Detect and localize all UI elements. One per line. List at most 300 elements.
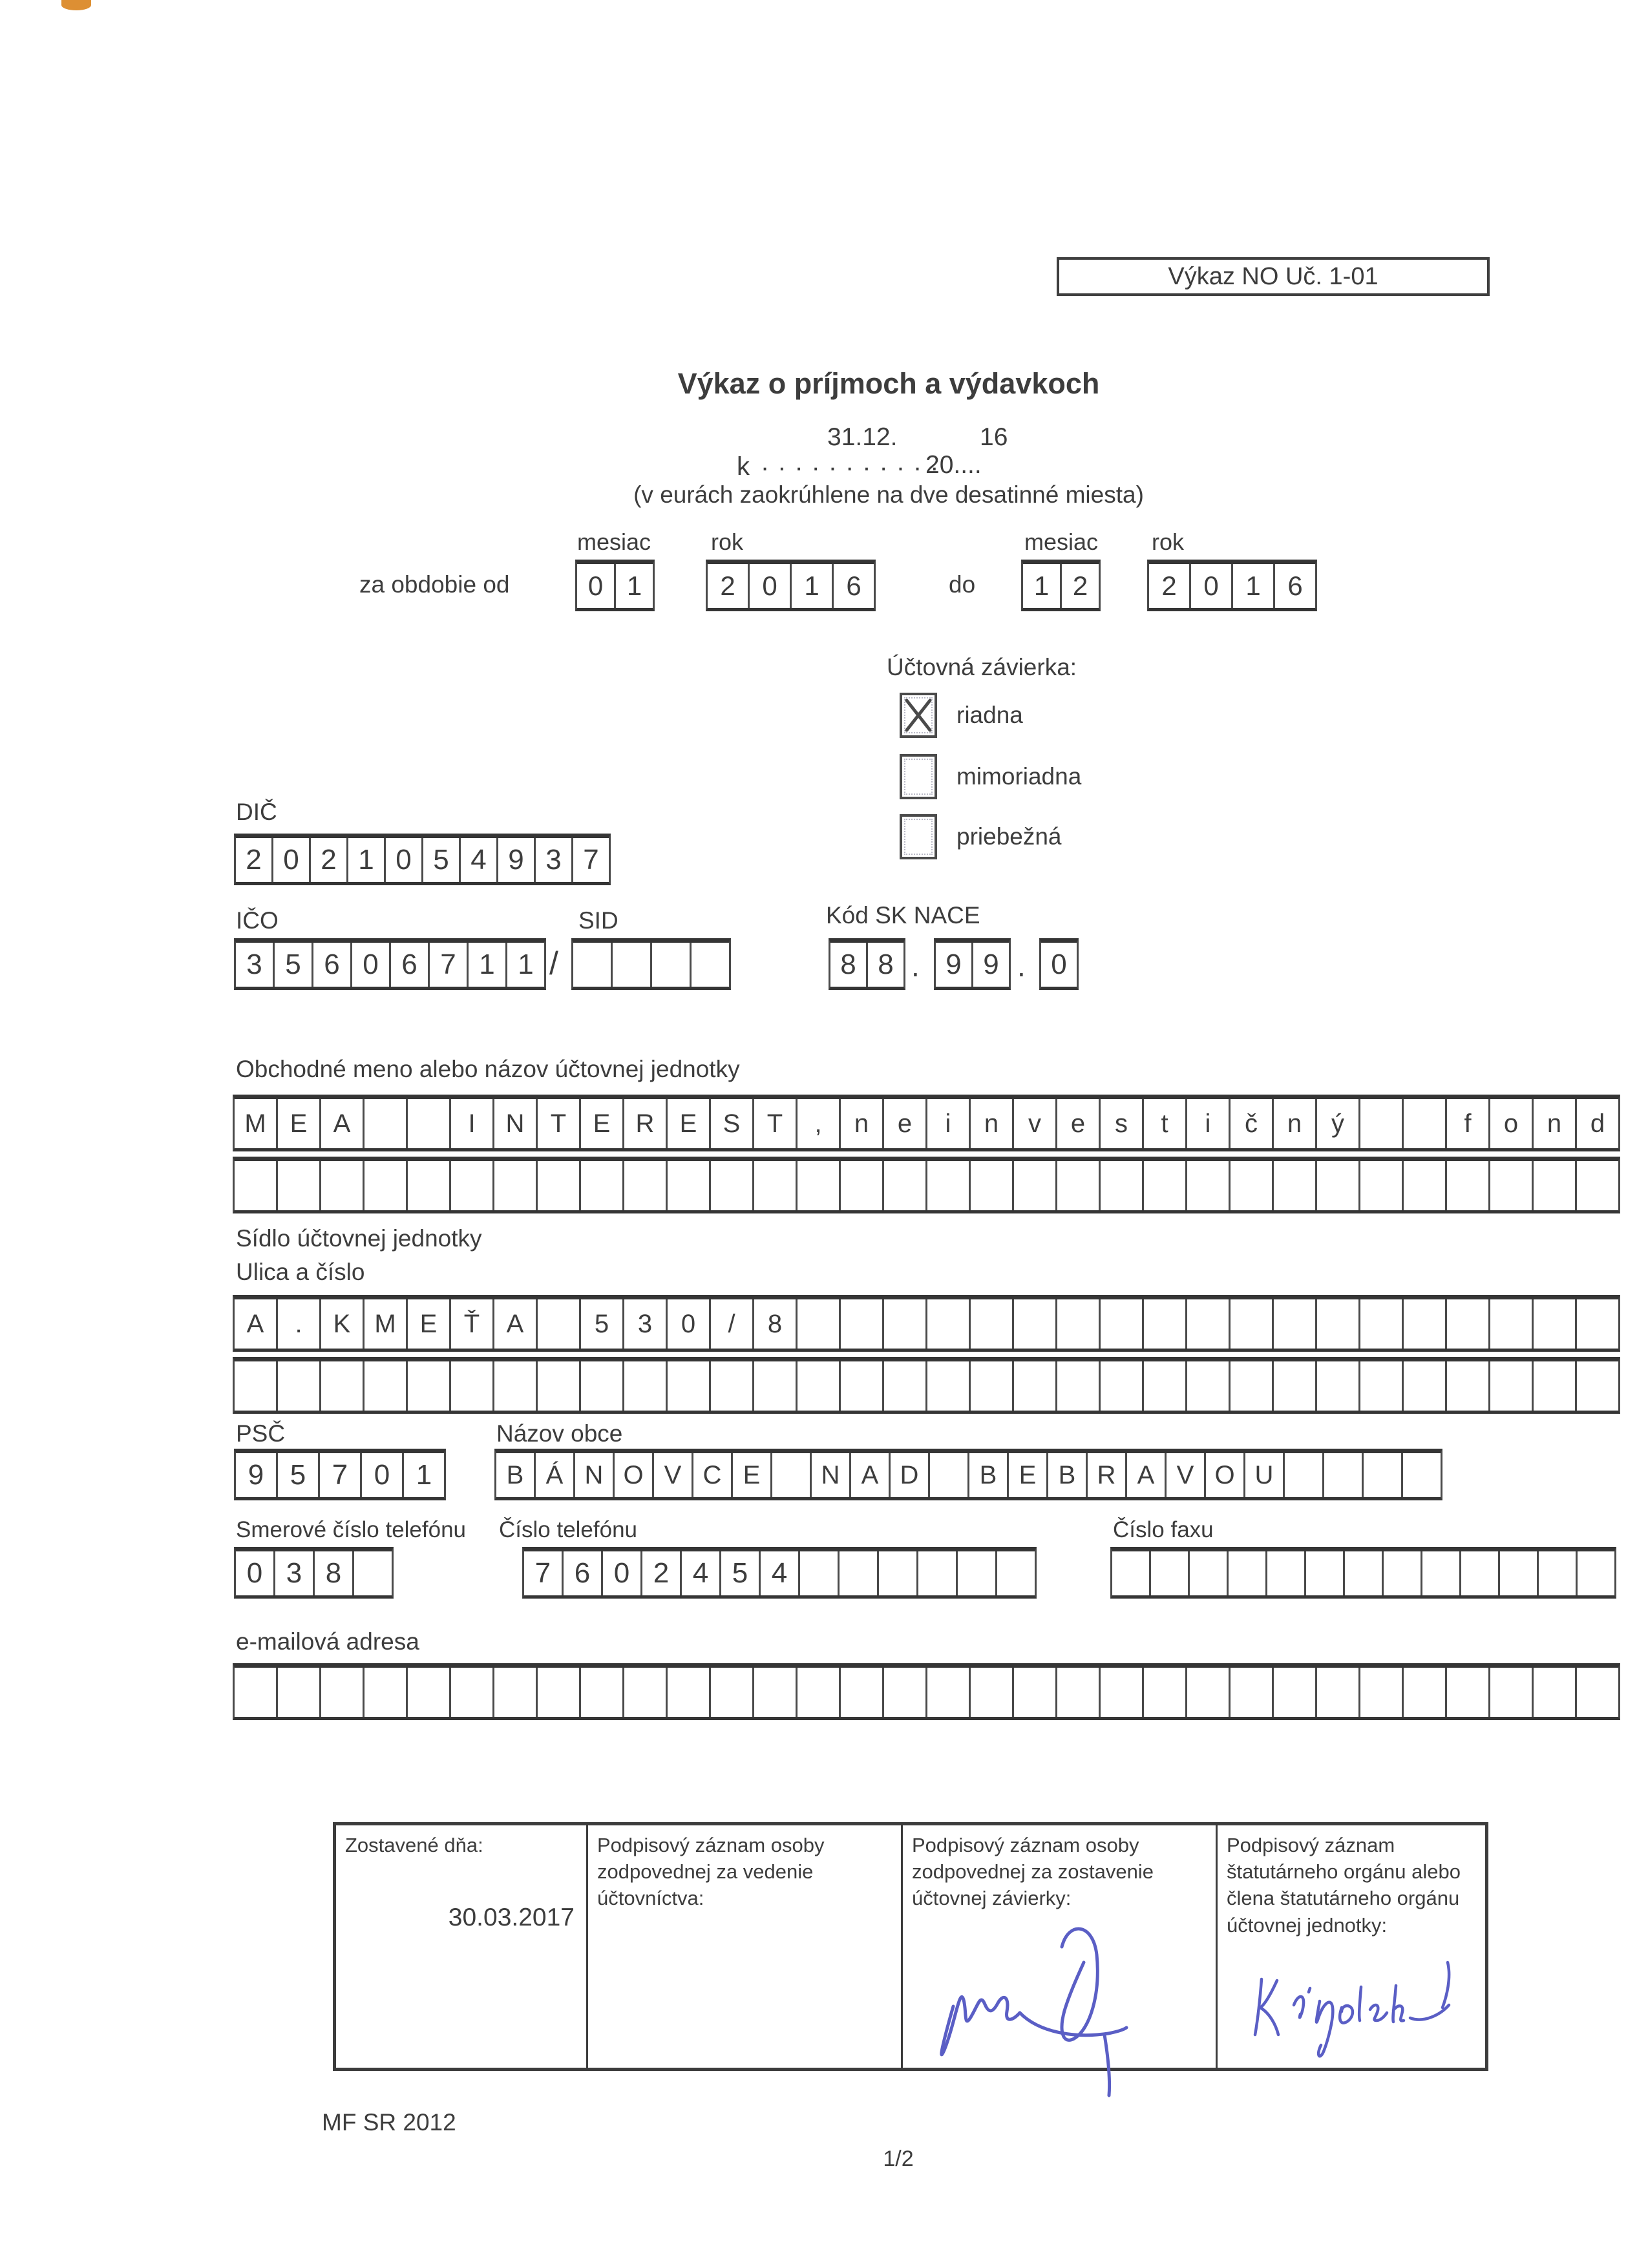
signature-table bbox=[333, 1822, 1488, 2071]
grid-cell bbox=[1274, 1299, 1317, 1349]
nace-dot-2: . bbox=[1017, 949, 1026, 983]
grid-cell: 7 bbox=[430, 943, 469, 987]
grid-cell: 6 bbox=[313, 943, 352, 987]
grid-cell: N bbox=[494, 1099, 538, 1148]
grid-cell: e bbox=[884, 1099, 927, 1148]
checkbox-priebezna-label: priebežná bbox=[956, 823, 1062, 850]
grid-cell: v bbox=[1014, 1099, 1057, 1148]
grid-cell bbox=[1057, 1361, 1101, 1411]
grid-cell bbox=[841, 1161, 884, 1210]
grid-cell: C bbox=[693, 1453, 733, 1497]
grid-cell bbox=[754, 1161, 798, 1210]
grid-cell bbox=[997, 1551, 1035, 1595]
grid-cell bbox=[884, 1299, 927, 1349]
sid-label: SID bbox=[578, 907, 618, 934]
street-label: Ulica a číslo bbox=[236, 1259, 365, 1285]
grid-cell bbox=[1345, 1551, 1384, 1595]
grid-cell bbox=[451, 1161, 494, 1210]
grid-cell bbox=[1014, 1668, 1057, 1717]
grid-cell bbox=[1229, 1551, 1267, 1595]
grid-cell bbox=[364, 1361, 408, 1411]
grid-cell: 2 bbox=[236, 838, 273, 882]
grid-cell: B bbox=[496, 1453, 536, 1497]
period-from-year-grid bbox=[706, 560, 876, 611]
ico-label: IČO bbox=[236, 907, 279, 934]
signature-ink bbox=[1243, 1948, 1463, 2058]
grid-cell: 1 bbox=[626, 571, 642, 601]
grid-cell bbox=[408, 1361, 451, 1411]
grid-cell bbox=[1144, 1668, 1187, 1717]
grid-cell bbox=[451, 1361, 494, 1411]
grid-cell bbox=[573, 943, 613, 987]
grid-cell bbox=[841, 1299, 884, 1349]
grid-cell bbox=[235, 1668, 278, 1717]
grid-cell bbox=[235, 1161, 278, 1210]
grid-cell bbox=[1144, 1299, 1187, 1349]
grid-cell bbox=[652, 943, 692, 987]
compiled-date-label: Zostavené dňa: bbox=[345, 1834, 483, 1856]
date-dots: . . . . . . . . . . . bbox=[761, 448, 940, 476]
grid-cell bbox=[1447, 1299, 1490, 1349]
grid-cell: 8 bbox=[315, 1551, 354, 1595]
grid-cell bbox=[1231, 1161, 1274, 1210]
grid-cell bbox=[354, 1551, 392, 1595]
grid-cell: 7 bbox=[320, 1453, 362, 1497]
nace-label: Kód SK NACE bbox=[826, 902, 980, 929]
grid-cell bbox=[494, 1361, 538, 1411]
checkbox-mimoriadna-label: mimoriadna bbox=[956, 763, 1082, 790]
grid-cell: 1 bbox=[469, 943, 507, 987]
grid-cell: 8 bbox=[754, 1299, 798, 1349]
grid-cell: T bbox=[538, 1099, 581, 1148]
obec-label: Názov obce bbox=[496, 1420, 623, 1447]
grid-cell bbox=[918, 1551, 958, 1595]
nace-dot-1: . bbox=[911, 949, 920, 983]
grid-cell bbox=[1360, 1099, 1404, 1148]
grid-cell bbox=[958, 1551, 997, 1595]
grid-cell bbox=[1404, 1161, 1447, 1210]
grid-cell bbox=[538, 1668, 581, 1717]
grid-cell bbox=[1447, 1668, 1490, 1717]
grid-cell bbox=[798, 1161, 841, 1210]
grid-cell bbox=[1404, 1668, 1447, 1717]
page-title: Výkaz o príjmoch a výdavkoch bbox=[677, 367, 1100, 400]
grid-cell bbox=[1578, 1551, 1614, 1595]
grid-cell bbox=[1317, 1361, 1360, 1411]
grid-cell: K bbox=[321, 1299, 364, 1349]
grid-cell bbox=[1057, 1299, 1101, 1349]
grid-cell: A bbox=[321, 1099, 364, 1148]
grid-cell: 5 bbox=[278, 1453, 320, 1497]
grid-cell bbox=[798, 1299, 841, 1349]
grid-cell bbox=[1057, 1161, 1101, 1210]
grid-cell: A bbox=[494, 1299, 538, 1349]
grid-cell bbox=[1360, 1161, 1404, 1210]
statement-signature-label: Podpisový záznam osoby zodpovednej za zostavenie účtovnej závierky: bbox=[912, 1834, 1154, 1910]
grid-cell: 9 bbox=[498, 838, 536, 882]
grid-cell: 6 bbox=[391, 943, 430, 987]
grid-cell bbox=[278, 1668, 321, 1717]
grid-cell bbox=[1014, 1299, 1057, 1349]
grid-cell bbox=[321, 1161, 364, 1210]
grid-cell: n bbox=[841, 1099, 884, 1148]
grid-cell bbox=[1577, 1668, 1618, 1717]
month-label-from: mesiac bbox=[577, 529, 651, 555]
grid-cell: E bbox=[1009, 1453, 1048, 1497]
statutory-signature-label: Podpisový záznam štatutárneho orgánu alebo člena štatutárneho orgánu účtovnej jednotky: bbox=[1227, 1834, 1461, 1937]
grid-cell bbox=[1231, 1361, 1274, 1411]
grid-cell bbox=[235, 1361, 278, 1411]
psc-grid bbox=[234, 1449, 446, 1500]
signature-ink bbox=[935, 1909, 1148, 2097]
street-row1 bbox=[233, 1295, 1620, 1352]
business-name-row1 bbox=[233, 1095, 1620, 1151]
grid-cell bbox=[1112, 1551, 1151, 1595]
grid-cell bbox=[668, 1668, 711, 1717]
grid-cell bbox=[1447, 1361, 1490, 1411]
grid-cell bbox=[364, 1668, 408, 1717]
grid-cell: 2 bbox=[311, 838, 348, 882]
grid-cell bbox=[1190, 1551, 1229, 1595]
grid-cell: I bbox=[451, 1099, 494, 1148]
grid-cell bbox=[930, 1453, 969, 1497]
grid-cell bbox=[754, 1668, 798, 1717]
grid-cell: 1 bbox=[1233, 564, 1275, 608]
grid-cell: 8 bbox=[830, 943, 868, 987]
grid-cell bbox=[1187, 1361, 1231, 1411]
grid-cell: 4 bbox=[761, 1551, 800, 1595]
grid-cell: 3 bbox=[275, 1551, 315, 1595]
grid-cell bbox=[884, 1361, 927, 1411]
grid-cell bbox=[408, 1099, 451, 1148]
grid-cell: N bbox=[575, 1453, 615, 1497]
grid-cell bbox=[1187, 1668, 1231, 1717]
grid-cell: U bbox=[1245, 1453, 1285, 1497]
checkbox-row-priebezna bbox=[900, 814, 1062, 859]
grid-cell: M bbox=[235, 1099, 278, 1148]
grid-cell: 2 bbox=[1149, 564, 1191, 608]
grid-cell bbox=[1577, 1361, 1618, 1411]
grid-cell bbox=[1364, 1453, 1403, 1497]
grid-cell: B bbox=[1048, 1453, 1088, 1497]
grid-cell: O bbox=[1206, 1453, 1245, 1497]
grid-cell: i bbox=[927, 1099, 971, 1148]
grid-cell: 7 bbox=[524, 1551, 564, 1595]
date-day-month: 31.12. bbox=[827, 423, 898, 451]
page-number: 1/2 bbox=[883, 2147, 914, 2171]
zavierka-label: Účtovná závierka: bbox=[887, 654, 1077, 680]
obec-grid bbox=[494, 1449, 1442, 1500]
grid-cell: 2 bbox=[1072, 571, 1088, 601]
checkbox-riadna-label: riadna bbox=[956, 702, 1023, 728]
grid-cell: 4 bbox=[461, 838, 498, 882]
grid-cell bbox=[1057, 1668, 1101, 1717]
grid-cell: 0 bbox=[750, 564, 792, 608]
nace-grid-3 bbox=[1039, 938, 1079, 990]
grid-cell: 5 bbox=[721, 1551, 761, 1595]
business-name-label: Obchodné meno alebo názov účtovnej jednotky bbox=[236, 1056, 740, 1082]
grid-cell bbox=[581, 1361, 624, 1411]
ico-grid bbox=[234, 938, 546, 990]
grid-cell bbox=[1274, 1361, 1317, 1411]
grid-cell: E bbox=[733, 1453, 772, 1497]
grid-cell: . bbox=[278, 1299, 321, 1349]
period-to-year-grid bbox=[1147, 560, 1317, 611]
date-prefix: k bbox=[737, 452, 750, 481]
grid-cell: t bbox=[1144, 1099, 1187, 1148]
grid-cell bbox=[1447, 1161, 1490, 1210]
grid-cell bbox=[1187, 1161, 1231, 1210]
grid-cell: f bbox=[1447, 1099, 1490, 1148]
grid-cell bbox=[538, 1299, 581, 1349]
bookkeeping-signature-label: Podpisový záznam osoby zodpovednej za vedenie účtovníctva: bbox=[597, 1834, 825, 1910]
grid-cell bbox=[1534, 1299, 1577, 1349]
grid-cell bbox=[1101, 1161, 1144, 1210]
grid-cell bbox=[1285, 1453, 1324, 1497]
grid-cell bbox=[613, 943, 652, 987]
grid-cell bbox=[1404, 1299, 1447, 1349]
grid-cell bbox=[1231, 1299, 1274, 1349]
grid-cell bbox=[278, 1361, 321, 1411]
grid-cell bbox=[1534, 1361, 1577, 1411]
form-code-box bbox=[1057, 257, 1490, 296]
grid-cell bbox=[1404, 1099, 1447, 1148]
grid-cell: 3 bbox=[236, 943, 275, 987]
grid-cell bbox=[624, 1668, 668, 1717]
grid-cell bbox=[927, 1299, 971, 1349]
grid-cell: 9 bbox=[983, 949, 999, 980]
grid-cell bbox=[1534, 1668, 1577, 1717]
grid-cell bbox=[879, 1551, 918, 1595]
grid-cell bbox=[408, 1161, 451, 1210]
grid-cell bbox=[800, 1551, 840, 1595]
grid-cell bbox=[1187, 1299, 1231, 1349]
grid-cell: S bbox=[711, 1099, 754, 1148]
statutory-signature-cell bbox=[1218, 1825, 1492, 2068]
grid-cell: Á bbox=[536, 1453, 575, 1497]
grid-cell: 1 bbox=[792, 564, 834, 608]
grid-cell bbox=[1274, 1161, 1317, 1210]
sid-grid bbox=[571, 938, 731, 990]
grid-cell bbox=[840, 1551, 879, 1595]
period-to-label: do bbox=[949, 571, 976, 598]
grid-cell: 6 bbox=[1287, 571, 1303, 601]
grid-cell bbox=[1101, 1361, 1144, 1411]
ico-sid-separator: / bbox=[549, 945, 558, 982]
phone-grid bbox=[522, 1547, 1037, 1599]
grid-cell bbox=[1500, 1551, 1539, 1595]
email-grid bbox=[233, 1663, 1620, 1720]
grid-cell bbox=[1403, 1453, 1441, 1497]
psc-label: PSČ bbox=[236, 1420, 286, 1447]
grid-cell bbox=[927, 1361, 971, 1411]
grid-cell: d bbox=[1590, 1109, 1605, 1138]
grid-cell: i bbox=[1187, 1099, 1231, 1148]
grid-cell: , bbox=[798, 1099, 841, 1148]
grid-cell: 8 bbox=[878, 949, 894, 980]
grid-cell bbox=[692, 943, 729, 987]
grid-cell: n bbox=[1534, 1099, 1577, 1148]
phone-label: Číslo telefónu bbox=[499, 1517, 638, 1542]
grid-cell: D bbox=[891, 1453, 930, 1497]
year-label-to: rok bbox=[1152, 529, 1185, 555]
grid-cell bbox=[884, 1161, 927, 1210]
business-name-row2 bbox=[233, 1157, 1620, 1213]
grid-cell bbox=[364, 1161, 408, 1210]
fax-label: Číslo faxu bbox=[1113, 1517, 1214, 1542]
grid-cell bbox=[1151, 1551, 1190, 1595]
grid-cell bbox=[711, 1668, 754, 1717]
grid-cell bbox=[884, 1668, 927, 1717]
grid-cell: E bbox=[408, 1299, 451, 1349]
grid-cell: 0 bbox=[236, 1551, 275, 1595]
period-to-month-grid bbox=[1021, 560, 1101, 611]
grid-cell: E bbox=[278, 1099, 321, 1148]
grid-cell bbox=[1144, 1161, 1187, 1210]
grid-cell bbox=[1461, 1551, 1500, 1595]
grid-cell: o bbox=[1490, 1099, 1534, 1148]
grid-cell bbox=[1101, 1299, 1144, 1349]
checkbox-priebezna-icon bbox=[900, 814, 937, 859]
grid-cell: 0 bbox=[362, 1453, 404, 1497]
grid-cell bbox=[321, 1361, 364, 1411]
grid-cell bbox=[1422, 1551, 1461, 1595]
grid-cell: 3 bbox=[536, 838, 573, 882]
phone-prefix-grid bbox=[234, 1547, 394, 1599]
grid-cell bbox=[841, 1668, 884, 1717]
grid-cell bbox=[451, 1668, 494, 1717]
grid-cell: 4 bbox=[682, 1551, 721, 1595]
grid-cell bbox=[1231, 1668, 1274, 1717]
grid-cell bbox=[1404, 1361, 1447, 1411]
grid-cell bbox=[1490, 1361, 1534, 1411]
grid-cell: 2 bbox=[642, 1551, 682, 1595]
grid-cell bbox=[711, 1361, 754, 1411]
sidlo-label: Sídlo účtovnej jednotky bbox=[236, 1225, 482, 1252]
grid-cell bbox=[927, 1161, 971, 1210]
grid-cell: 5 bbox=[275, 943, 313, 987]
grid-cell: 5 bbox=[581, 1299, 624, 1349]
grid-cell: V bbox=[654, 1453, 693, 1497]
grid-cell bbox=[1490, 1299, 1534, 1349]
grid-cell: 0 bbox=[352, 943, 391, 987]
grid-cell: N bbox=[812, 1453, 851, 1497]
grid-cell: 0 bbox=[1051, 949, 1067, 980]
grid-cell bbox=[1274, 1668, 1317, 1717]
grid-cell bbox=[1324, 1453, 1364, 1497]
grid-cell bbox=[754, 1361, 798, 1411]
grid-cell bbox=[538, 1161, 581, 1210]
grid-cell: č bbox=[1231, 1099, 1274, 1148]
grid-cell bbox=[711, 1161, 754, 1210]
grid-cell: 0 bbox=[273, 838, 311, 882]
x-mark-icon bbox=[902, 695, 935, 735]
grid-cell bbox=[538, 1361, 581, 1411]
grid-cell bbox=[408, 1668, 451, 1717]
compiled-date-cell bbox=[336, 1825, 588, 2068]
grid-cell bbox=[494, 1668, 538, 1717]
grid-cell: 1 bbox=[1023, 564, 1062, 608]
grid-cell: 6 bbox=[846, 571, 861, 601]
grid-cell bbox=[971, 1161, 1014, 1210]
grid-cell bbox=[1306, 1551, 1345, 1595]
period-from-month-grid bbox=[575, 560, 655, 611]
grid-cell: 3 bbox=[624, 1299, 668, 1349]
grid-cell: O bbox=[615, 1453, 654, 1497]
grid-cell bbox=[668, 1161, 711, 1210]
grid-cell bbox=[1577, 1299, 1618, 1349]
grid-cell: R bbox=[624, 1099, 668, 1148]
grid-cell bbox=[581, 1668, 624, 1717]
month-label-to: mesiac bbox=[1024, 529, 1099, 555]
grid-cell: A bbox=[235, 1299, 278, 1349]
grid-cell bbox=[1014, 1361, 1057, 1411]
checkbox-row-mimoriadna bbox=[900, 754, 1081, 799]
grid-cell: 0 bbox=[1191, 564, 1233, 608]
street-row2 bbox=[233, 1357, 1620, 1414]
grid-cell bbox=[1360, 1299, 1404, 1349]
grid-cell: e bbox=[1057, 1099, 1101, 1148]
statement-signature-cell bbox=[903, 1825, 1218, 2068]
grid-cell bbox=[1577, 1161, 1618, 1210]
grid-cell bbox=[1490, 1668, 1534, 1717]
grid-cell: R bbox=[1088, 1453, 1127, 1497]
grid-cell: 9 bbox=[936, 943, 973, 987]
dic-grid bbox=[234, 834, 611, 885]
grid-cell bbox=[1144, 1361, 1187, 1411]
grid-cell bbox=[1534, 1161, 1577, 1210]
grid-cell: Ť bbox=[451, 1299, 494, 1349]
grid-cell: 0 bbox=[668, 1299, 711, 1349]
grid-cell bbox=[1317, 1161, 1360, 1210]
grid-cell bbox=[1267, 1551, 1306, 1595]
period-from-label: za obdobie od bbox=[359, 571, 510, 598]
grid-cell: E bbox=[668, 1099, 711, 1148]
grid-cell bbox=[668, 1361, 711, 1411]
grid-cell: 0 bbox=[386, 838, 423, 882]
checkbox-row-riadna bbox=[900, 693, 1023, 738]
grid-cell bbox=[624, 1361, 668, 1411]
grid-cell: n bbox=[1274, 1099, 1317, 1148]
grid-cell: / bbox=[711, 1299, 754, 1349]
grid-cell bbox=[1360, 1668, 1404, 1717]
grid-cell: E bbox=[581, 1099, 624, 1148]
grid-cell: T bbox=[754, 1099, 798, 1148]
grid-cell bbox=[581, 1161, 624, 1210]
grid-cell: 1 bbox=[518, 949, 534, 980]
grid-cell bbox=[1014, 1161, 1057, 1210]
grid-cell bbox=[364, 1099, 408, 1148]
nace-grid-1 bbox=[829, 938, 905, 990]
grid-cell bbox=[927, 1668, 971, 1717]
grid-cell bbox=[798, 1668, 841, 1717]
grid-cell bbox=[321, 1668, 364, 1717]
grid-cell bbox=[841, 1361, 884, 1411]
checkbox-mimoriadna-icon bbox=[900, 754, 937, 799]
grid-cell: n bbox=[971, 1099, 1014, 1148]
footer-form-id: MF SR 2012 bbox=[322, 2109, 456, 2136]
grid-cell: 9 bbox=[236, 1453, 278, 1497]
grid-cell bbox=[772, 1453, 812, 1497]
scan-artifact bbox=[61, 0, 91, 10]
grid-cell bbox=[798, 1361, 841, 1411]
grid-cell bbox=[1490, 1161, 1534, 1210]
compiled-date-value: 30.03.2017 bbox=[448, 1904, 575, 1932]
grid-cell bbox=[971, 1668, 1014, 1717]
date-century: 20.... bbox=[925, 451, 982, 479]
grid-cell: A bbox=[851, 1453, 891, 1497]
grid-cell bbox=[1539, 1551, 1578, 1595]
